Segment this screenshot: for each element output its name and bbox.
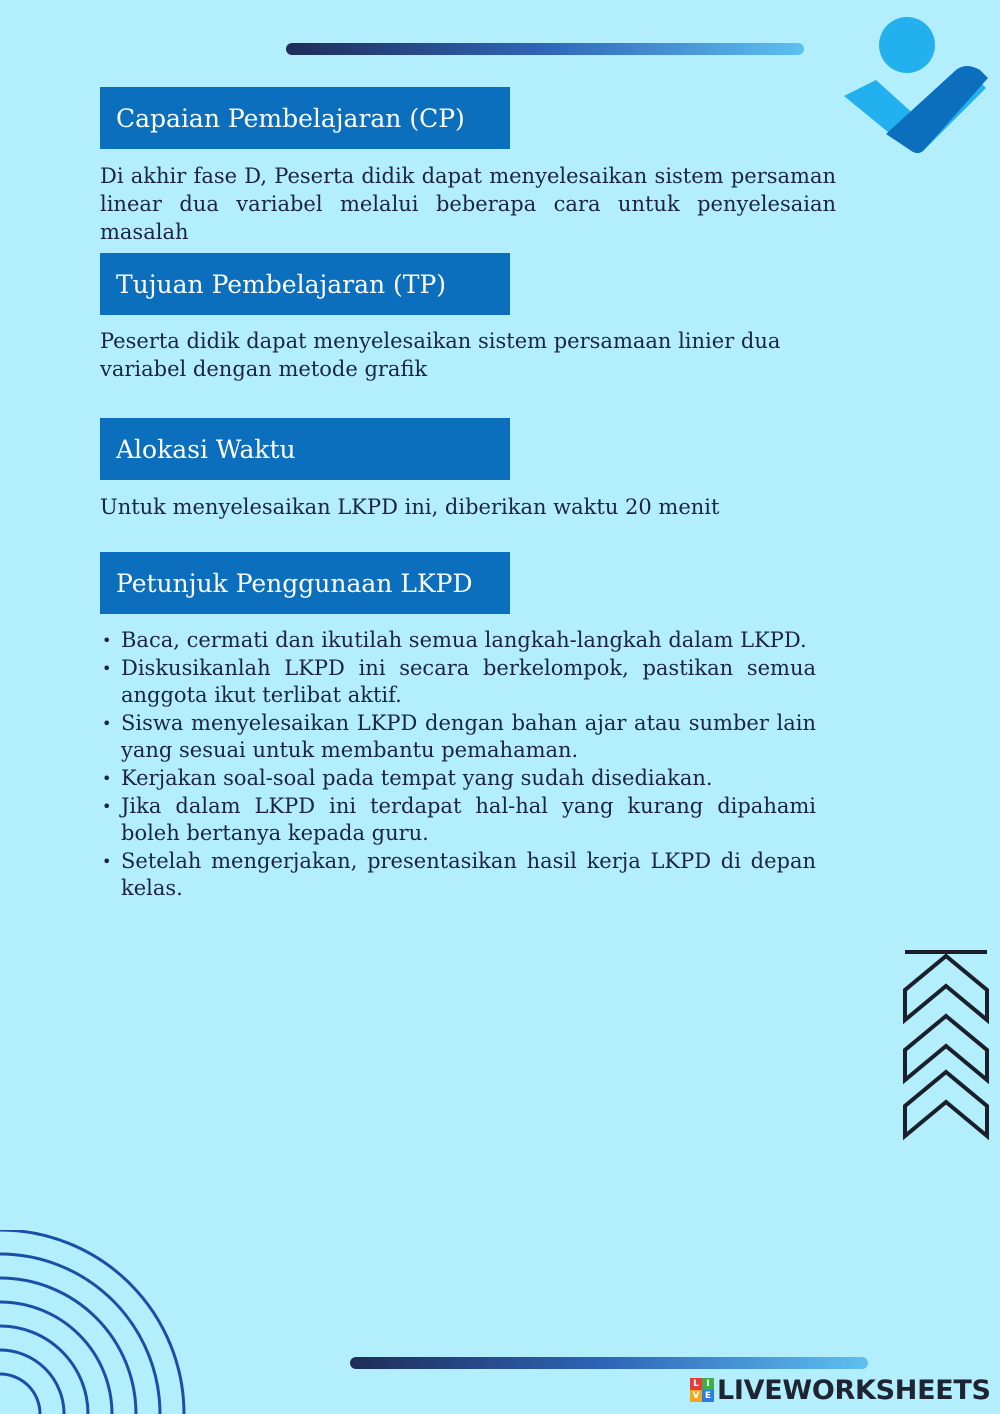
petunjuk-list [100,627,816,903]
person-check-logo-icon [840,14,992,158]
list-item [100,710,816,765]
bullet-icon: • [102,631,112,650]
liveworksheets-logo-icon [690,1378,714,1402]
list-item-text: Setelah mengerjakan, presentasikan hasil kerja LKPD di depan kelas. [121,848,816,901]
bullet-icon: • [102,658,112,678]
liveworksheets-brand[interactable] [690,1372,991,1408]
concentric-arcs-decoration [0,1230,320,1414]
heading-alokasi-waktu: Alokasi Waktu [100,418,510,480]
alokasi-waktu-text: Untuk menyelesaikan LKPD ini, diberikan waktu 20 menit [100,495,720,519]
brand-mark-letter: V [690,1390,702,1402]
bullet-icon: • [102,796,112,816]
bullet-icon: • [102,713,112,733]
list-item [100,627,816,655]
list-item-text: Jika dalam LKPD ini terdapat hal-hal yang kurang dipahami boleh bertanya kepada guru. [121,793,816,846]
heading-tujuan-pembelajaran: Tujuan Pembelajaran (TP) [100,253,510,315]
bullet-icon: • [102,768,112,788]
top-decorative-bar [286,43,804,55]
brand-mark-letter: E [702,1390,714,1402]
capaian-pembelajaran-text: Di akhir fase D, Peserta didik dapat menyelesaikan sistem persaman linear dua variabel melalui beberapa cara untuk penyelesaian masalah [100,164,836,244]
brand-mark-letter: L [690,1378,702,1390]
heading-petunjuk-penggunaan: Petunjuk Penggunaan LKPD [100,552,510,614]
tujuan-pembelajaran-text: Peserta didik dapat menyelesaikan sistem persamaan linier dua variabel dengan metode grafik [100,329,781,381]
brand-name: LIVEWORKSHEETS [717,1374,991,1406]
chevron-up-stack-icon [900,946,992,1142]
list-item-text: Diskusikanlah LKPD ini secara berkelompok, pastikan semua anggota ikut terlibat aktif. [121,655,816,708]
list-item [100,793,816,848]
list-item [100,765,816,793]
list-item-text: Kerjakan soal-soal pada tempat yang sudah disediakan. [121,765,713,790]
list-item [100,848,816,903]
bottom-decorative-bar [350,1357,868,1369]
heading-capaian-pembelajaran: Capaian Pembelajaran (CP) [100,87,510,149]
list-item [100,655,816,710]
list-item-text: Baca, cermati dan ikutilah semua langkah-langkah dalam LKPD. [121,628,807,652]
list-item-text: Siswa menyelesaikan LKPD dengan bahan ajar atau sumber lain yang sesuai untuk membantu pemahaman. [121,710,816,763]
bullet-icon: • [102,851,112,871]
brand-mark-letter: I [702,1378,714,1390]
